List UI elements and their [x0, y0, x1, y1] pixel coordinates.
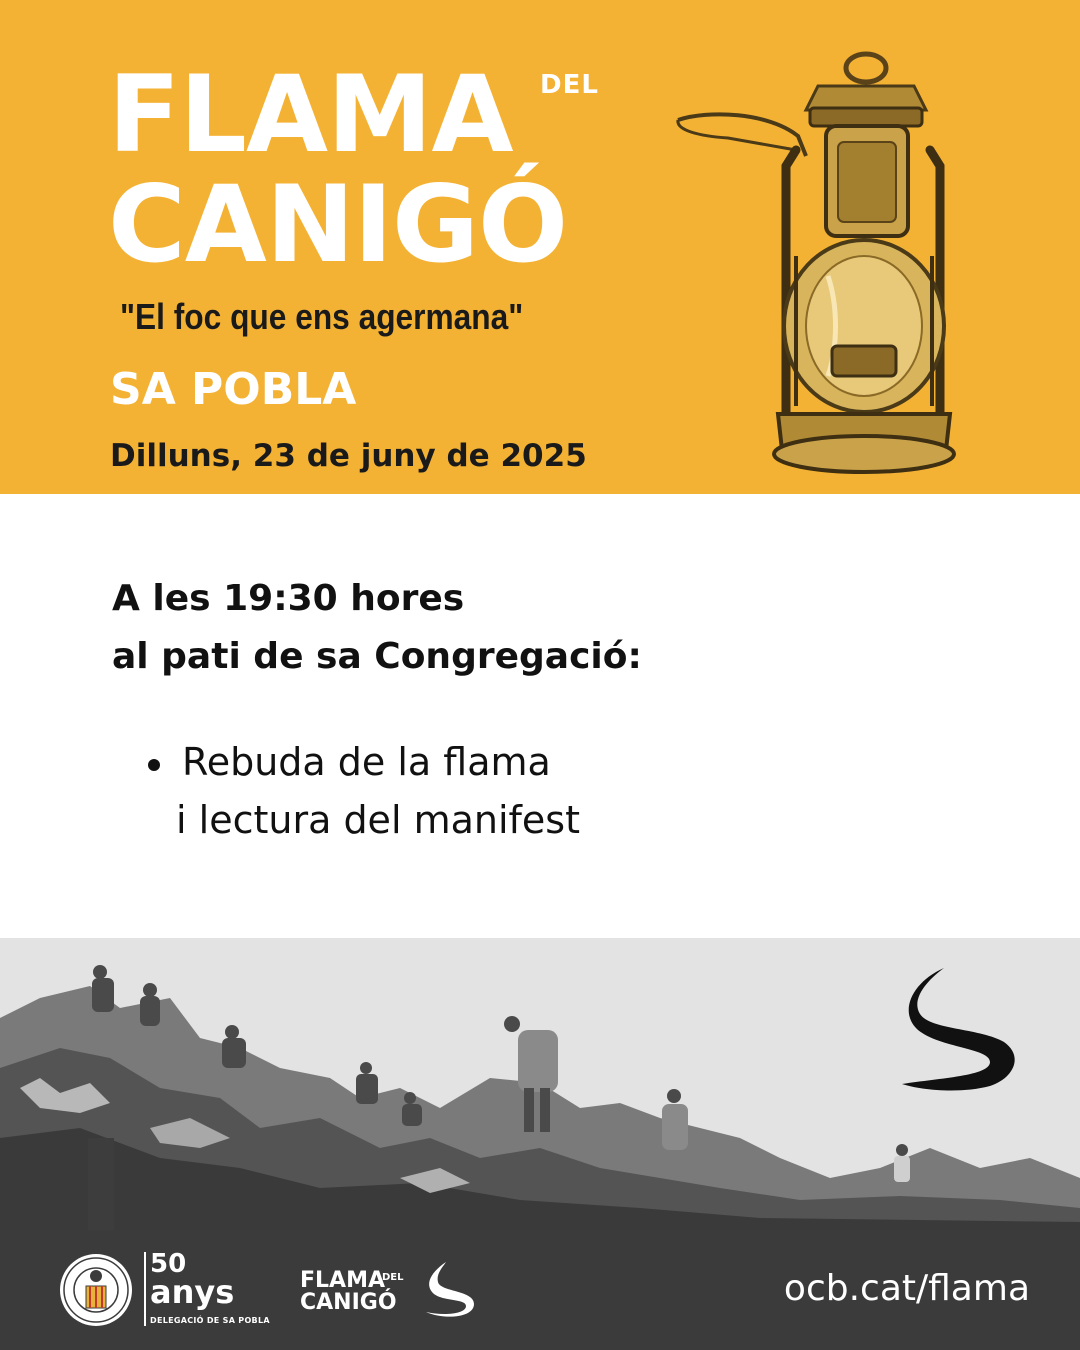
footer-logo-del: DEL [382, 1272, 404, 1283]
motto: "El foc que ens agermana" [120, 296, 524, 337]
seal-divider [144, 1252, 146, 1326]
title-canigo: CANIGÓ [108, 163, 568, 286]
title-del: DEL [540, 70, 599, 100]
anniversary-number: 50 [150, 1249, 187, 1279]
event-time: A les 19:30 hores [112, 578, 465, 619]
event-location: al pati de sa Congregació: [112, 636, 642, 677]
town-name: SA POBLA [110, 364, 357, 415]
program-item-line-1: Rebuda de la flama [182, 740, 551, 784]
program-item-line-2: i lectura del manifest [176, 798, 580, 842]
anniversary-word: anys [150, 1273, 235, 1311]
ocb-seal-icon [58, 1252, 134, 1328]
header-banner [0, 0, 1080, 494]
hikers-photo [0, 938, 1080, 1230]
footer-logo-flama: FLAMA [300, 1268, 385, 1293]
title-flama: FLAMA [108, 53, 513, 176]
event-date: Dilluns, 23 de juny de 2025 [110, 438, 587, 474]
footer-bar [0, 1230, 1080, 1350]
bullet-icon [148, 759, 160, 771]
flame-logo-icon [420, 1260, 476, 1318]
anniversary-subtitle: DELEGACIÓ DE SA POBLA [150, 1316, 270, 1325]
lantern-illustration [668, 46, 958, 482]
footer-logo-canigo: CANIGÓ [300, 1290, 397, 1315]
website-link[interactable]: ocb.cat/flama [783, 1268, 1030, 1309]
